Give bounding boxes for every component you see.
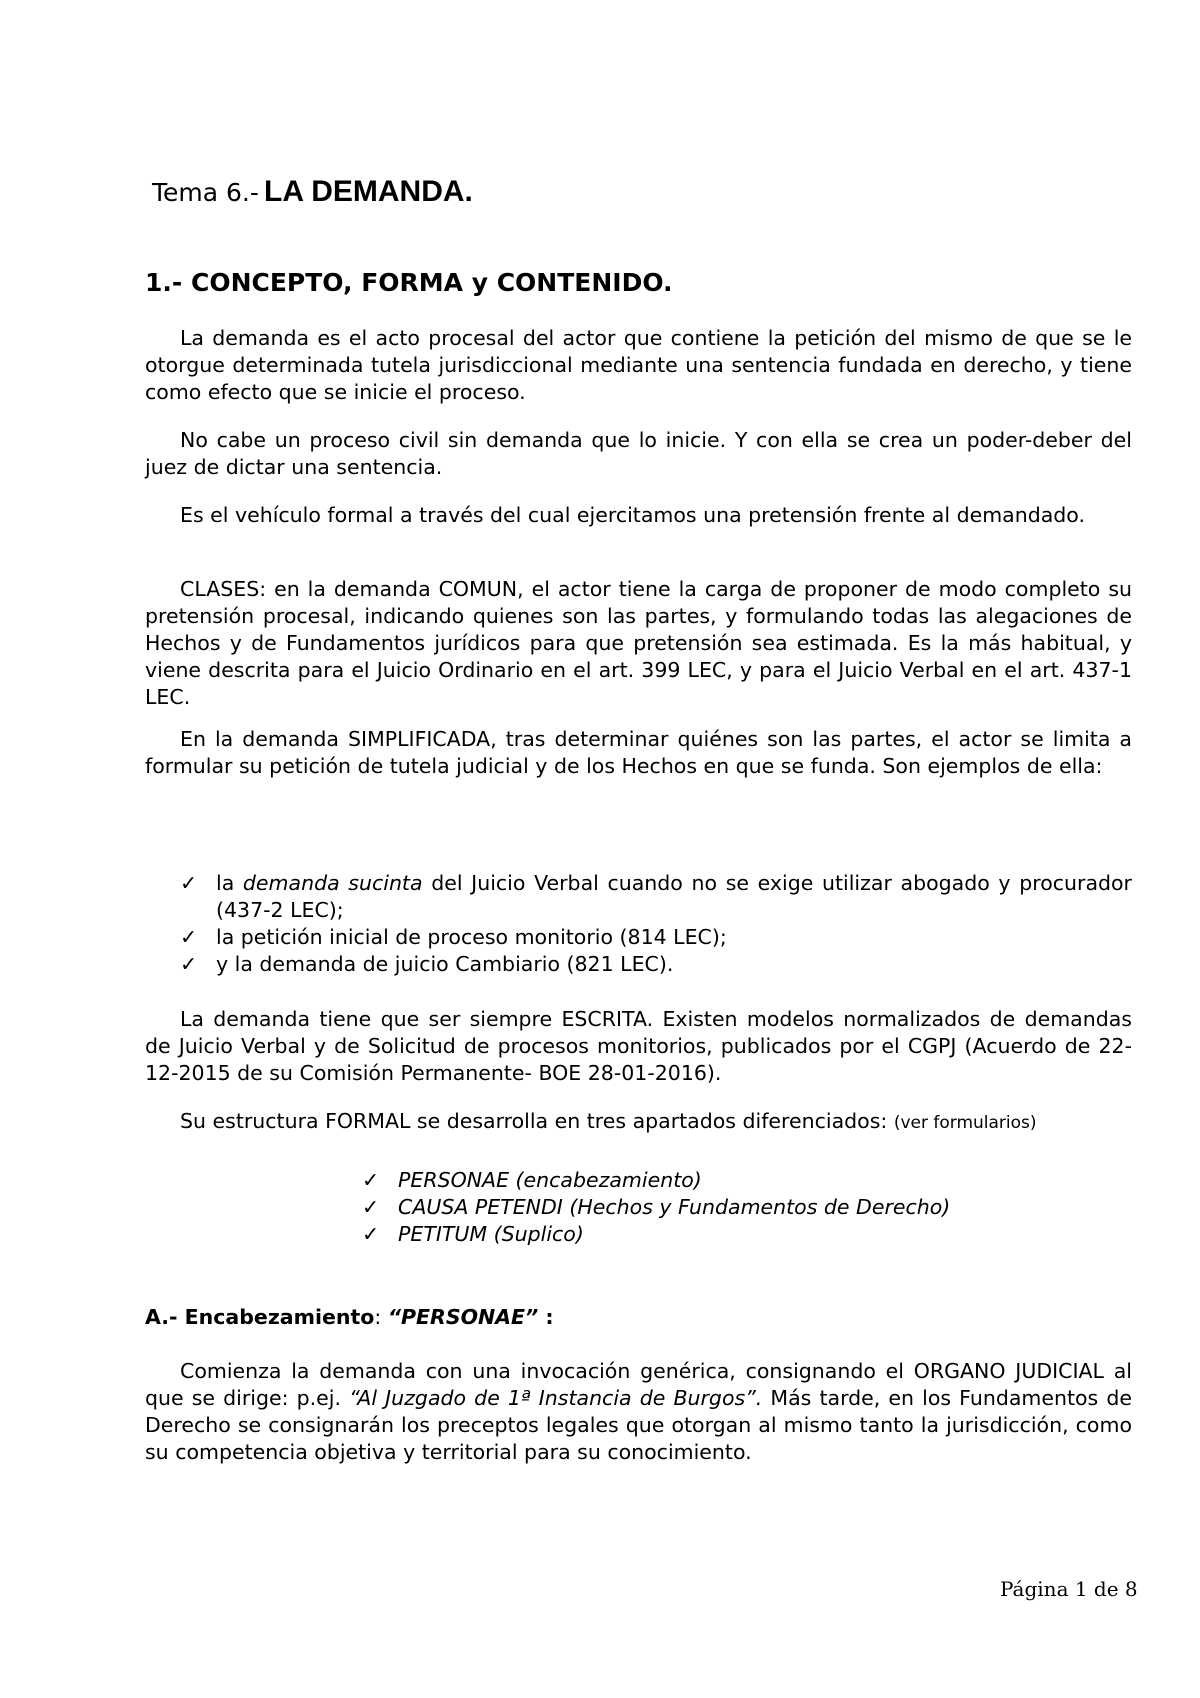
- title-prefix: Tema 6.-: [152, 178, 259, 207]
- paragraph-vehiculo: Es el vehículo formal a través del cual ejercitamos una pretensión frente al demandado.: [180, 503, 1086, 527]
- checkmark-icon: ✓: [180, 952, 198, 976]
- formularios-note: (ver formularios): [893, 1113, 1037, 1133]
- list-item: ✓ PERSONAE (encabezamiento): [362, 1168, 702, 1192]
- list-item: ✓ y la demanda de juicio Cambiario (821 LEC).: [180, 952, 674, 976]
- list-item: ✓ la demanda sucinta del Juicio Verbal cuando no se exige utilizar abogado y procurador (437-2 LEC);: [180, 871, 1132, 922]
- list-item: ✓ la petición inicial de proceso monitorio (814 LEC);: [180, 925, 727, 949]
- paragraph-estructura: Su estructura FORMAL se desarrolla en tres apartados diferenciados: (ver formularios): [180, 1109, 1037, 1133]
- title-main: LA DEMANDA.: [264, 175, 473, 208]
- structure-list: [362, 1167, 1122, 1248]
- checkmark-icon: ✓: [362, 1222, 380, 1246]
- paragraph-simplificada: En la demanda SIMPLIFICADA, tras determinar quiénes son las partes, el actor se limita a formular su petición de tutela judicial y de los Hechos en que se funda. Son ejemplos de ella:: [145, 727, 1132, 778]
- section-heading: 1.- CONCEPTO, FORMA y CONTENIDO.: [145, 268, 673, 297]
- list-item: ✓ CAUSA PETENDI (Hechos y Fundamentos de Derecho): [362, 1195, 951, 1219]
- paragraph-definition: La demanda es el acto procesal del actor que contiene la petición del mismo de que se le otorgue determinada tutela jurisdiccional mediante una sentencia fundada en derecho, y tiene como efecto que se inicie el proceso.: [145, 326, 1132, 404]
- paragraph-clases: CLASES: en la demanda COMUN, el actor tiene la carga de proponer de modo completo su pretensión procesal, indicando quienes son las partes, y formulando todas las alegaciones de Hechos y de Fundamentos jurídicos para que pretensión sea estimada. Es la más habitual, y viene descrita para el Juicio Ordinario en el art. 399 LEC, y para el Juicio Verbal en el art. 437-1 LEC.: [145, 577, 1132, 709]
- subsection-heading: A.- Encabezamiento: “PERSONAE” :: [145, 1305, 554, 1329]
- checkmark-icon: ✓: [180, 871, 198, 895]
- examples-list: [180, 870, 1132, 978]
- paragraph-encabezamiento: Comienza la demanda con una invocación genérica, consignando el ORGANO JUDICIAL al que se dirige: p.ej. “Al Juzgado de 1ª Instancia de Burgos”. Más tarde, en los Fundamentos de Derecho se consignarán los preceptos legales que otorgan al mismo tanto la jurisdicción, como su competencia objetiva y territorial para su conocimiento.: [145, 1359, 1132, 1464]
- paragraph-escrita: La demanda tiene que ser siempre ESCRITA. Existen modelos normalizados de demandas de Juicio Verbal y de Solicitud de procesos monitorios, publicados por el CGPJ (Acuerdo de 22-12-2015 de su Comisión Permanente- BOE 28-01-2016).: [145, 1007, 1132, 1085]
- checkmark-icon: ✓: [180, 925, 198, 949]
- document-title: [152, 175, 473, 209]
- paragraph-proceso: No cabe un proceso civil sin demanda que lo inicie. Y con ella se crea un poder-deber del juez de dictar una sentencia.: [145, 428, 1132, 479]
- checkmark-icon: ✓: [362, 1195, 380, 1219]
- checkmark-icon: ✓: [362, 1168, 380, 1192]
- list-item: ✓ PETITUM (Suplico): [362, 1222, 584, 1246]
- page-number: Página 1 de 8: [1000, 1577, 1138, 1601]
